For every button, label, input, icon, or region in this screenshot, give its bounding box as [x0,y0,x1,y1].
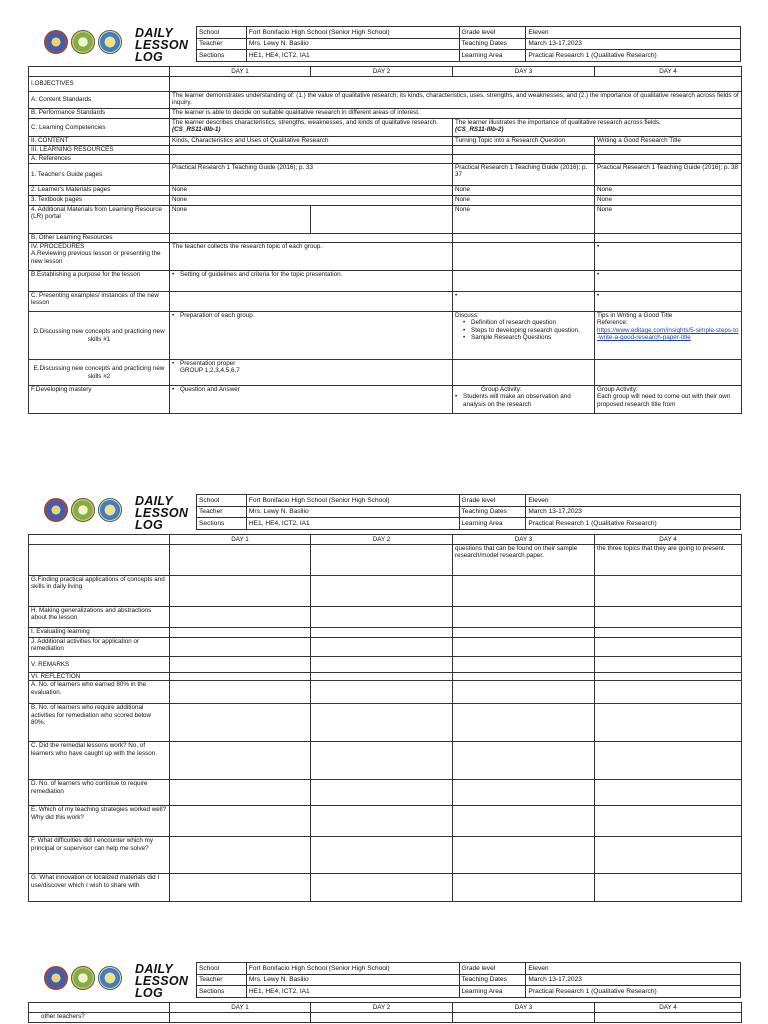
seal-group [44,498,122,522]
division-seal-icon [98,30,122,54]
performance-standards-text: The learner is able to decide on suitable qualitative research in different areas of interest. [170,109,742,119]
reference-link[interactable]: https://www.editage.com/insights/5-simple-steps-to-write-a-good-research-paper-title [597,326,739,342]
reflection-c-row [29,742,742,780]
teachers-guide-label: 1. Teacher's Guide pages [29,164,170,186]
school-value: Fort Bonifacio High School (Senior High School) [246,27,459,39]
header-info-table: School Fort Bonifacio High School (Senior High School) Grade level Eleven Teacher Mrs. Lewy N. Basilio Teaching Dates March 13-17,2023 Sections HE1, HE4, ICT2, IA1 Learning Area Practical Research 1 (Qualitative Research) [196,494,741,530]
content-label: II. CONTENT [29,137,170,146]
page-2 [28,490,741,902]
learning-resources-label: III. LEARNING RESOURCES [29,146,170,155]
competency-day12: The learner describes characteristics, strengths, weaknesses, and kinds of qualitative research. (CS_RS11-IIIb-1) [170,119,453,137]
area-label: Learning Area [459,50,526,62]
page-1 [28,22,741,414]
content-day3: Turning Topic into a Research Question [453,137,595,146]
additional-materials-label: 4. Additional Materials from Learning Resource (LR) portal [29,206,170,234]
learners-materials-label: 2. Learner's Materials pages [29,186,170,196]
procedure-f-day4: Group Activity: Each group will need to come out with their own proposed research title from [595,386,742,414]
reflection-heading-row [29,673,742,681]
procedure-d-day12: • Preparation of each group. [172,312,450,319]
grade-value: Eleven [526,27,741,39]
learning-competencies-row [29,119,742,137]
day-4-header: DAY 4 [595,67,742,77]
reflection-a-label: A. No. of learners who earned 80% in the evaluation. [29,681,170,704]
teachers-guide-day4: Practical Research 1 Teaching Guide (2016); p. 38 [595,164,742,186]
procedure-a-row [29,243,742,271]
references-label: A. References [29,155,170,164]
division-seal-icon [98,498,122,522]
learning-competencies-label: C. Learning Competencies [29,119,170,137]
reflection-e-label: E. Which of my teaching strategies worked well? Why did this work? [29,806,170,837]
page-header [28,22,741,66]
reflection-f-row [29,837,742,874]
procedure-f-label: F.Developing mastery [29,386,170,414]
procedure-i-label: I. Evaluating learning [29,628,170,638]
lesson-log-table [28,1002,742,1023]
content-standards-row [29,92,742,109]
procedure-e-row: E.Discussing new concepts and practicing new skills #2 • Presentation proper GROUP 1,2,3,4,5,6,7 [29,360,742,386]
procedure-h-row [29,607,742,628]
sections-value: HE1, HE4, ICT2, IA1 [246,50,459,62]
content-row [29,137,742,146]
page-3 [28,958,741,1023]
division-seal-icon [98,966,122,990]
area-value: Practical Research 1 (Qualitative Research) [526,50,741,62]
procedure-f-day12: • Question and Answer [172,386,450,393]
teacher-value: Mrs. Lewy N. Basilio [246,38,459,50]
day-3-header: DAY 3 [453,67,595,77]
procedure-c-row [29,292,742,312]
additional-materials-row: 4. Additional Materials from Learning Resource (LR) portal None None None [29,206,742,234]
continuation-label: other teachers? [29,1013,170,1023]
other-resources-label: B. Other Learning Resources [29,234,170,243]
learning-resources-row [29,146,742,155]
continuation-day4: the three topics that they are going to present. [595,545,742,576]
content-day4: Writing a Good Research Title [595,137,742,146]
dates-value: March 13-17,2023 [526,38,741,50]
page-header [28,490,741,534]
procedure-b-label: B.Establishing a purpose for the lesson [29,271,170,292]
dates-label: Teaching Dates [459,38,526,50]
remarks-label: V. REMARKS [29,657,170,673]
reflection-d-label: D. No. of learners who continue to require remediation [29,780,170,806]
procedure-c-label: C. Presenting examples/ instances of the new lesson [29,292,170,312]
procedure-d-row [29,312,742,360]
textbook-pages-label: 3. Textbook pages [29,196,170,206]
procedure-f-day3: Group Activity: • Students will make an observation and analysis on the research [453,386,595,414]
reflection-d-row [29,780,742,806]
procedure-a-label: IV. PROCEDURES A.Reviewing previous lesson or presenting the new lesson [29,243,170,271]
deped-seal-icon [44,30,68,54]
sections-label: Sections [197,50,247,62]
continuation-day3: questions that can be found on their sample research/model research paper. [453,545,595,576]
procedure-j-label: J. Additional activities for application or remediation [29,638,170,657]
document-title: DAILY LESSON LOG [135,962,189,1000]
reflection-g-row [29,874,742,902]
procedure-d-day3: Discuss: • Definition of research question • Steps to developing research question. • Sample Research Questions [453,312,595,360]
school-seal-icon [71,498,95,522]
teachers-guide-row [29,164,742,186]
school-seal-icon [71,966,95,990]
day-header-row [29,67,742,77]
textbook-pages-row: 3. Textbook pages None None None [29,196,742,206]
objectives-heading: I.OBJECTIVES [29,77,170,92]
continuation-row [29,1013,742,1023]
deped-seal-icon [44,498,68,522]
procedure-g-label: G.Finding practical applications of concepts and skills in daily living [29,576,170,607]
lesson-log-table [28,534,742,902]
teacher-label: Teacher [197,38,247,50]
deped-seal-icon [44,966,68,990]
procedure-a-day12: The teacher collects the research topic of each group. [170,243,453,271]
reflection-g-label: G. What innovation or localized materials did I use/discover which I wish to share with [29,874,170,902]
procedure-b-day12: • Setting of guidelines and criteria for the topic presentation. [172,271,450,278]
day-header-row: DAY 1 DAY 2 DAY 3 DAY 4 [29,1003,742,1013]
procedure-d-label: D.Discussing new concepts and practicing new skills #1 [29,312,170,360]
procedure-j-row [29,638,742,657]
procedures-heading: IV. PROCEDURES [31,243,85,250]
procedure-d-day4: Tips in Writing a Good Title Reference: https://www.editage.com/insights/5-simple-steps-to-write-a-good-research-paper-title [595,312,742,360]
procedure-i-row [29,628,742,638]
content-day12: Kinds, Characteristics and Uses of Qualitative Research [170,137,453,146]
reflection-e-row [29,806,742,837]
reflection-b-label: B. No. of learners who require additional activities for remediation who scored below 80%. [29,704,170,742]
procedure-f-row [29,386,742,414]
document-title: DAILY LESSON LOG [135,494,189,532]
procedure-h-label: H. Making generalizations and abstractions about the lesson [29,607,170,628]
references-row [29,155,742,164]
procedure-b-row [29,271,742,292]
lesson-log-table [28,66,742,414]
header-info-table: School Fort Bonifacio High School (Senior High School) Grade level Eleven Teacher Mrs. Lewy N. Basilio Teaching Dates March 13-17,2023 Sections HE1, HE4, ICT2, IA1 Learning Area Practical Research 1 (Qualitative Research) [196,962,741,998]
procedure-g-row [29,576,742,607]
reflection-label: VI. REFLECTION [29,673,170,681]
day-header-row: DAY 1 DAY 2 DAY 3 DAY 4 [29,535,742,545]
page-header [28,958,741,1002]
day-2-header: DAY 2 [311,67,453,77]
day-1-header: DAY 1 [170,67,311,77]
reflection-c-label: C. Did the remedial lessons work? No. of learners who have caught up with the lesson. [29,742,170,780]
procedure-e-label: E.Discussing new concepts and practicing new skills #2 [29,360,170,386]
header-info-table [196,26,741,62]
school-label: School [197,27,247,39]
learners-materials-row: 2. Learner's Materials pages None None None [29,186,742,196]
reflection-f-label: F. What difficulties did I encounter which my principal or supervisor can help me solve? [29,837,170,874]
teachers-guide-day3: Practical Research 1 Teaching Guide (2016); p. 37 [453,164,595,186]
objectives-row [29,77,742,92]
reflection-b-row [29,704,742,742]
continuation-row [29,545,742,576]
other-resources-row [29,234,742,243]
document-title: DAILY LESSON LOG [135,26,189,64]
grade-label: Grade level [459,27,526,39]
remarks-row [29,657,742,673]
seal-group [44,966,122,990]
content-standards-label: A. Content Standards [29,92,170,109]
reflection-a-row [29,681,742,704]
content-standards-text: The learner demonstrates understanding of: (1.) the value of qualitative research; its kinds, characteristics, uses, strengths, and weaknesses; and (2.) the importance of qualitative research across fields of inquiry. [170,92,742,109]
competency-day34: The learner illustrates the importance of qualitative research across fields. (CS_RS11-IIIb-2) [453,119,742,137]
seal-group [44,30,122,54]
school-seal-icon [71,30,95,54]
performance-standards-row [29,109,742,119]
performance-standards-label: B. Performance Standards [29,109,170,119]
teachers-guide-day12: Practical Research 1 Teaching Guide (2016); p. 33 [170,164,453,186]
procedure-e-day12: • Presentation proper [172,360,450,367]
